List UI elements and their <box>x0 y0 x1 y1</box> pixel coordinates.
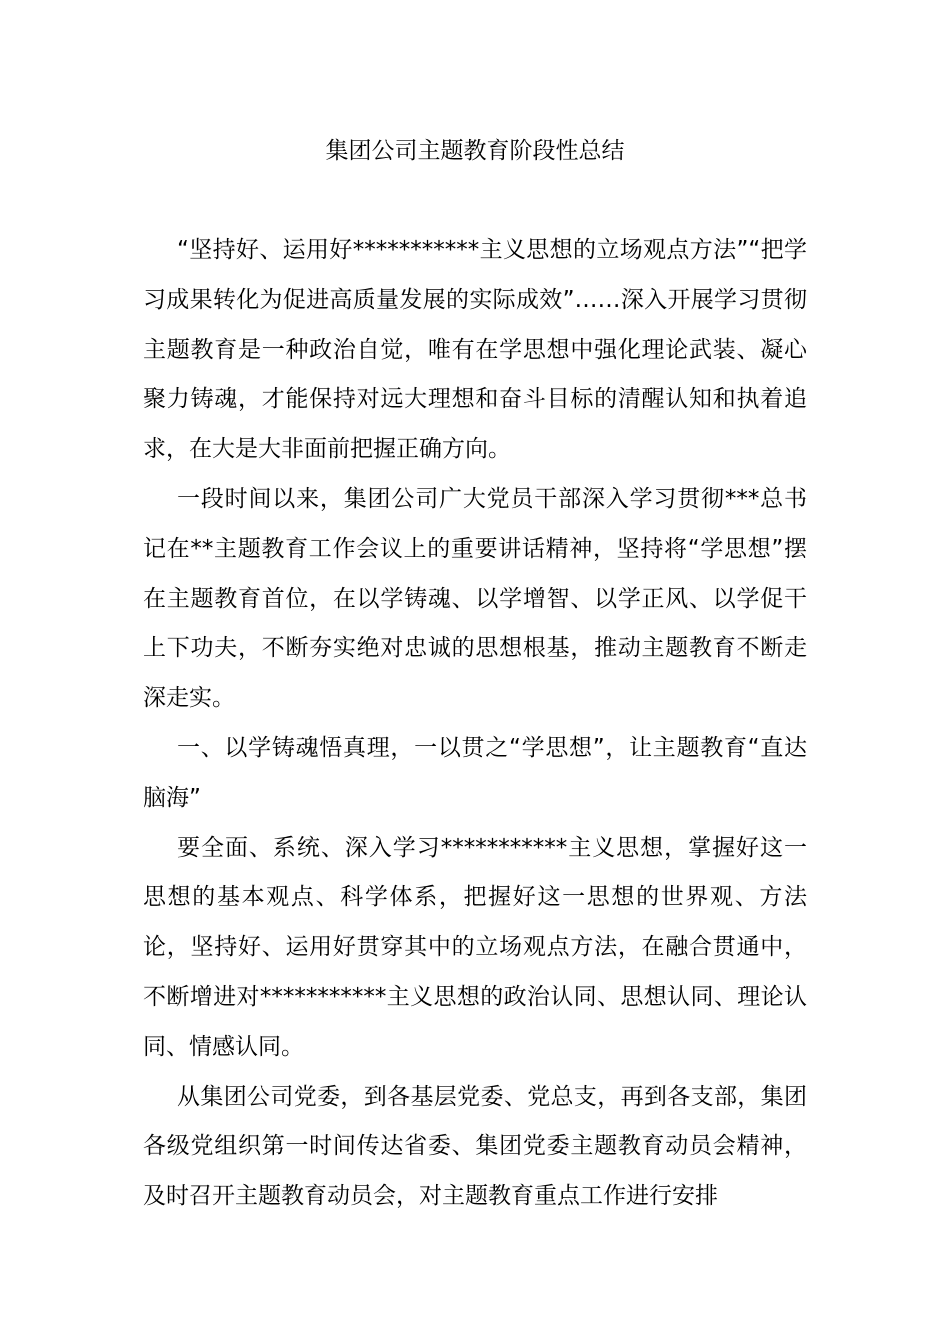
paragraph-intro: “坚持好、运用好***********主义思想的立场观点方法”“把学习成果转化为促进高质量发展的实际成效”……深入开展学习贯彻主题教育是一种政治自觉，唯有在学思想中强化理论武装、凝心聚力铸魂，才能保持对远大理想和奋斗目标的清醒认知和执着追求，在大是大非面前把握正确方向。 <box>143 237 807 463</box>
document-title: 集团公司主题教育阶段性总结 <box>325 138 625 164</box>
paragraph-study-requirement: 要全面、系统、深入学习***********主义思想，掌握好这一思想的基本观点、科学体系，把握好这一思想的世界观、方法论，坚持好、运用好贯穿其中的立场观点方法，在融合贯通中，不断增进对***********主义思想的政治认同、思想认同、理论认同、情感认同。 <box>143 834 807 1060</box>
section-heading-one: 一、以学铸魂悟真理，一以贯之“学思想”，让主题教育“直达脑海” <box>143 734 807 811</box>
document-body <box>143 226 807 1222</box>
paragraph-overview: 一段时间以来，集团公司广大党员干部深入学习贯彻***总书记在**主题教育工作会议上的重要讲话精神，坚持将“学思想”摆在主题教育首位，在以学铸魂、以学增智、以学正风、以学促干上下功夫，不断夯实绝对忠诚的思想根基，推动主题教育不断走深走实。 <box>143 485 807 712</box>
paragraph-party-organizations: 从集团公司党委，到各基层党委、党总支，再到各支部，集团各级党组织第一时间传达省委、集团党委主题教育动员会精神，及时召开主题教育动员会，对主题教育重点工作进行安排 <box>143 1083 807 1210</box>
